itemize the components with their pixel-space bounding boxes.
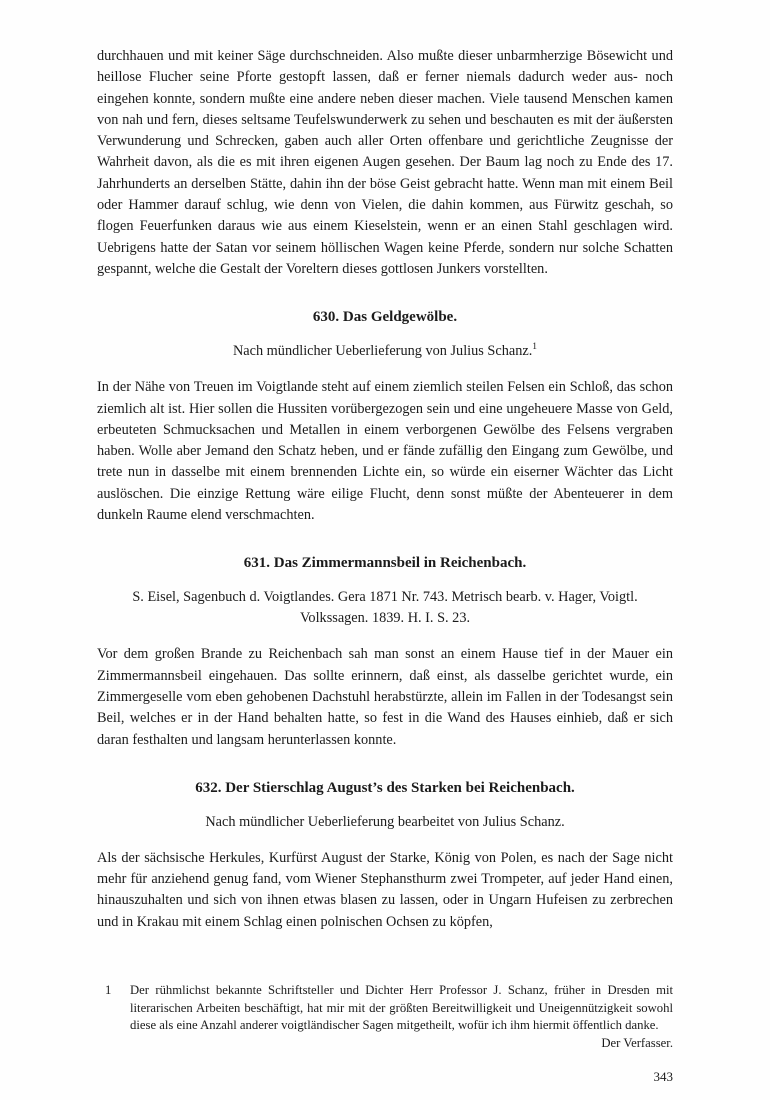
section-subtitle-630 — [97, 341, 673, 362]
footnote — [97, 982, 673, 1034]
section-body-632: Als der sächsische Herkules, Kurfürst August der Starke, König von Polen, es nach der Sage nicht mehr für anziehend genug fand, vom Wiener Stephansthurm zwei Trompeter, auf jeder Hand einen, hinauszuhalten und sich von ihnen etwas blasen zu lassen, oder in Ungarn Hufeisen zu zerbrechen und in Krakau mit einem Schlag einen polnischen Ochsen zu köpfen, — [97, 849, 673, 930]
section-body-630: In der Nähe von Treuen im Voigtlande steht auf einem ziemlich steilen Felsen ein Schloß, das schon ziemlich alt ist. Hier sollen die Hussiten vorübergezogen sein und eine ungeheuere Masse von Geld, erbeuteten Schmucksachen und Metallen in einem verborgenen Gewölbe des Felsens vergraben haben. Wolle aber Jemand den Schatz heben, und er fände zufällig den Eingang zum Gewölbe, und trete nun in dasselbe mit einem brennenden Lichte ein, so würde ein eiserner Wächter das Licht auslöschen. Die einzige Rettung wäre eilige Flucht, denn sonst müßte der Abenteuerer in dem dunkeln Raume elend verschmachten. — [97, 379, 673, 524]
footnote-marker: 1 — [105, 983, 112, 998]
source-citation-631: S. Eisel, Sagenbuch d. Voigtlandes. Gera 1871 Nr. 743. Metrisch bearb. v. Hager, Voigtl. Volkssagen. 1839. H. I. S. 23. — [132, 589, 638, 627]
continuation-paragraph: durchhauen und mit keiner Säge durchschneiden. Also mußte dieser unbarmherzige Bösewicht und heillose Flucher seine Pforte gestopft lassen, daß er ferner niemals dadurch weder aus- noch eingehen konnte, sondern mußte eine andere neben dieser machen. Viele tausend Menschen kamen von nah und fern, dieses seltsame Teufelswunderwerk zu sehen und beschauten es mit der äußersten Verwunderung und Schrecken, gaben auch aller Orten offenbare und gerichtliche Zeugnisse der Wahrheit davon, als die es mit ihren eigenen Augen gesehen. Der Baum lag noch zu Ende des 17. Jahrhunderts an derselben Stätte, dahin ihn der böse Geist gebracht hatte. Wenn man mit einem Beil oder Hammer darauf schlug, wie denn von Vielen, die dahin kommen, aus Fürwitz geschah, so flogen Feuerfunken daraus wie aus einem Kieselstein, wenn er an einen Stahl geschlagen wird. Uebrigens hatte der Satan vor seinem höllischen Wagen keine Pferde, sondern nur solche Schatten gespannt, welche die Gestalt der Voreltern dieses gottlosen Junkers vorstellten. — [97, 48, 673, 277]
footnote-signature: Der Verfasser. — [601, 1035, 673, 1050]
section-heading-632: 632. Der Stierschlag August’s des Starken bei Reichenbach. — [195, 779, 575, 796]
footnote-text: Der rühmlichst bekannte Schriftsteller und Dichter Herr Professor J. Schanz, früher in Dresden mit literarischen Arbeiten beschäftigt, hat mir mit der größten Bereitwilligkeit und Uneigennützigkeit sowohl diese als eine Anzahl anderer voigtländischer Sagen mitgetheilt, wofür ich ihm hiermit öffentlich danke. — [130, 983, 673, 1033]
section-body-631: Vor dem großen Brande zu Reichenbach sah man sonst an einem Hause tief in der Mauer ein Zimmermannsbeil eingehauen. Das sollte erinnern, daß einst, als dasselbe gerichtet wurde, ein Zimmergeselle vom eben gehobenen Dachstuhl herabstürzte, allein im Fallen in der Todesangst sein Beil, welches er in der Hand behalten hatte, so fest in die Wand des Hauses einhieb, daß er sich daran festhalten und langsam herunterlassen konnte. — [97, 646, 673, 748]
section-subtitle-632: Nach mündlicher Ueberlieferung bearbeitet von Julius Schanz. — [205, 813, 565, 830]
section-heading-631: 631. Das Zimmermannsbeil in Reichenbach. — [243, 555, 527, 572]
subtitle-text: Nach mündlicher Ueberlieferung von Julius Schanz. — [232, 343, 533, 360]
section-heading-630: 630. Das Geldgewölbe. — [312, 309, 458, 326]
page-number: 343 — [653, 1069, 673, 1084]
page-footer — [97, 982, 673, 1086]
footnote-reference: 1 — [532, 342, 538, 353]
